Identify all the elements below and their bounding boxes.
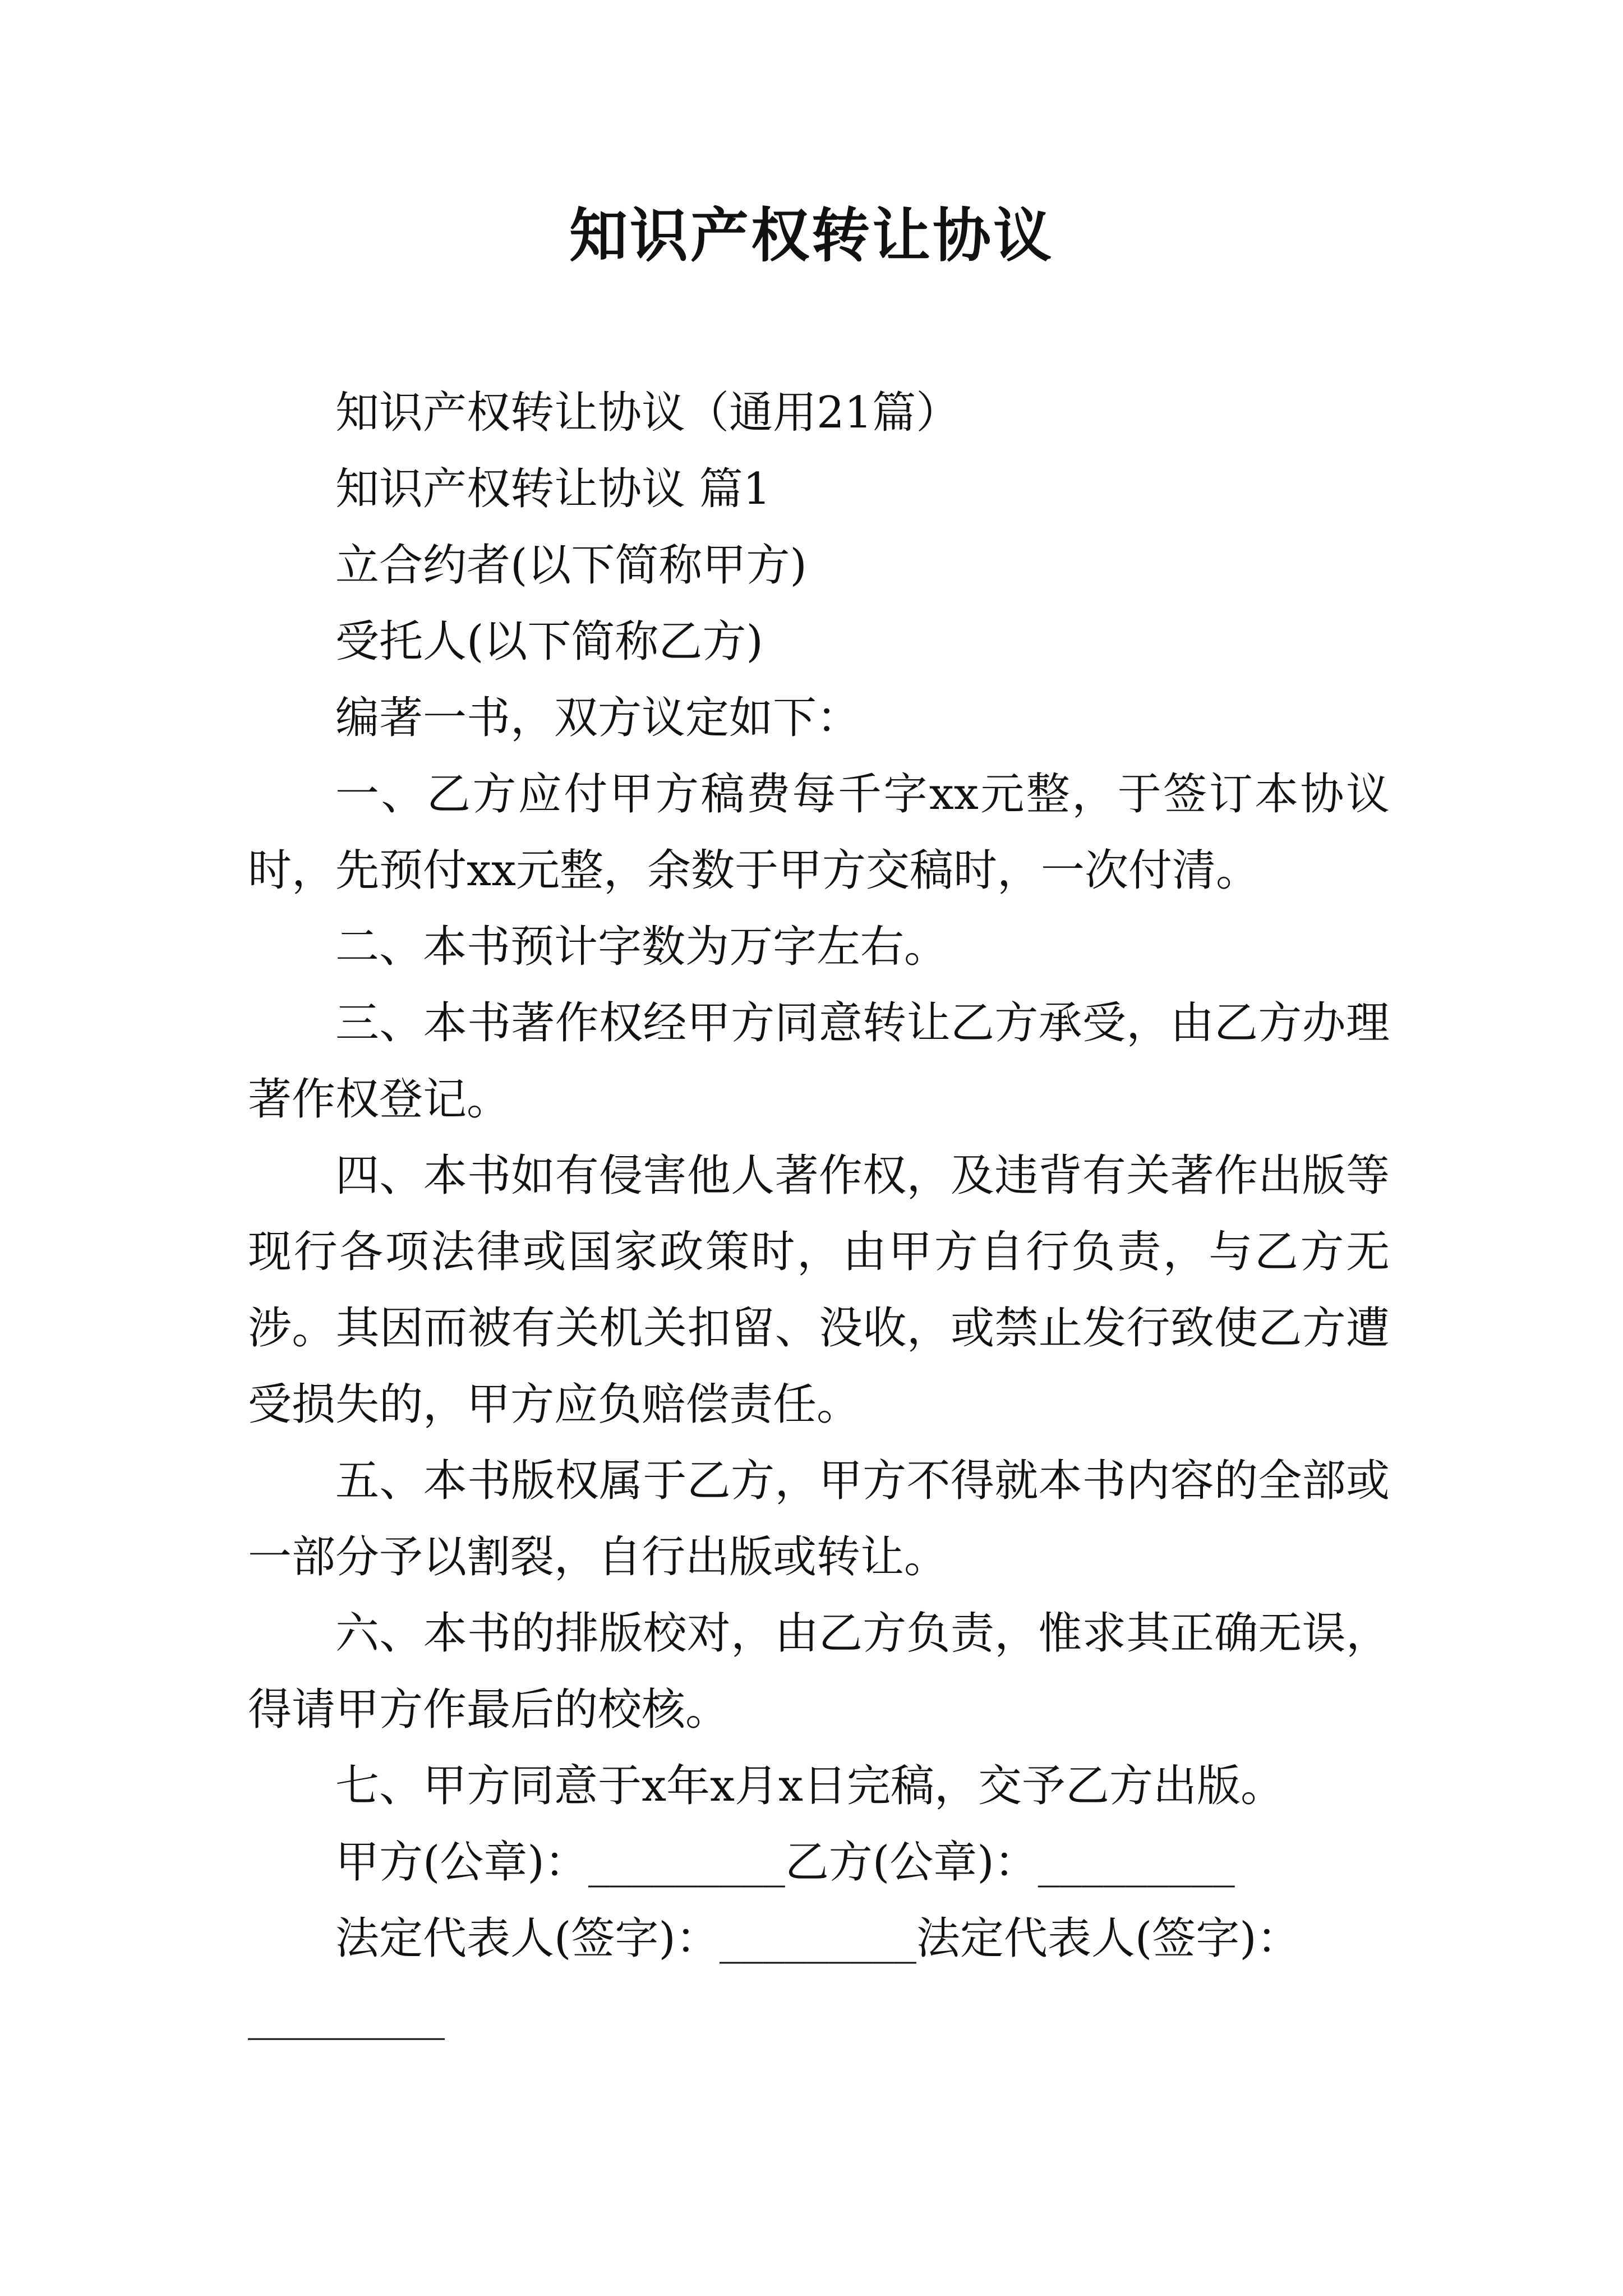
paragraph-clause-6: 六、本书的排版校对，由乙方负责，惟求其正确无误，得请甲方作最后的校核。 bbox=[248, 1608, 1390, 1735]
paragraph-clause-1: 一、乙方应付甲方稿费每千字xx元整，于签订本协议时，先预付xx元整，余数于甲方交稿时，一次付清。 bbox=[248, 769, 1390, 896]
document-title: 知识产权转让协议 bbox=[569, 201, 1054, 270]
paragraph-clause-3: 三、本书著作权经甲方同意转让乙方承受，由乙方办理著作权登记。 bbox=[248, 998, 1390, 1125]
paragraph-signature-seals: 甲方(公章)：_________乙方(公章)：_________ bbox=[335, 1837, 1235, 1888]
document-body bbox=[248, 375, 1390, 2053]
paragraph-heading-collection: 知识产权转让协议（通用21篇） bbox=[335, 388, 960, 438]
paragraph-tail-blank: _________ bbox=[248, 1990, 445, 2040]
paragraph-heading-part1: 知识产权转让协议 篇1 bbox=[335, 464, 771, 514]
paragraph-clause-2: 二、本书预计字数为万字左右。 bbox=[335, 922, 948, 972]
paragraph-intro: 编著一书，双方议定如下： bbox=[335, 693, 861, 743]
paragraph-signature-representatives: 法定代表人(签字)：_________法定代表人(签字)： bbox=[335, 1913, 1301, 1964]
paragraph-party-a: 立合约者(以下简称甲方) bbox=[335, 540, 807, 591]
paragraph-clause-5: 五、本书版权属于乙方，甲方不得就本书内容的全部或一部分予以割裂，自行出版或转让。 bbox=[248, 1456, 1390, 1582]
paragraph-clause-7: 七、甲方同意于x年x月x日完稿，交予乙方出版。 bbox=[335, 1761, 1284, 1811]
paragraph-clause-4: 四、本书如有侵害他人著作权，及违背有关著作出版等现行各项法律或国家政策时，由甲方自行负责，与乙方无涉。其因而被有关机关扣留、没收，或禁止发行致使乙方遭受损失的，甲方应负赔偿责任。 bbox=[248, 1151, 1390, 1430]
paragraph-party-b: 受托人(以下简称乙方) bbox=[335, 616, 763, 667]
